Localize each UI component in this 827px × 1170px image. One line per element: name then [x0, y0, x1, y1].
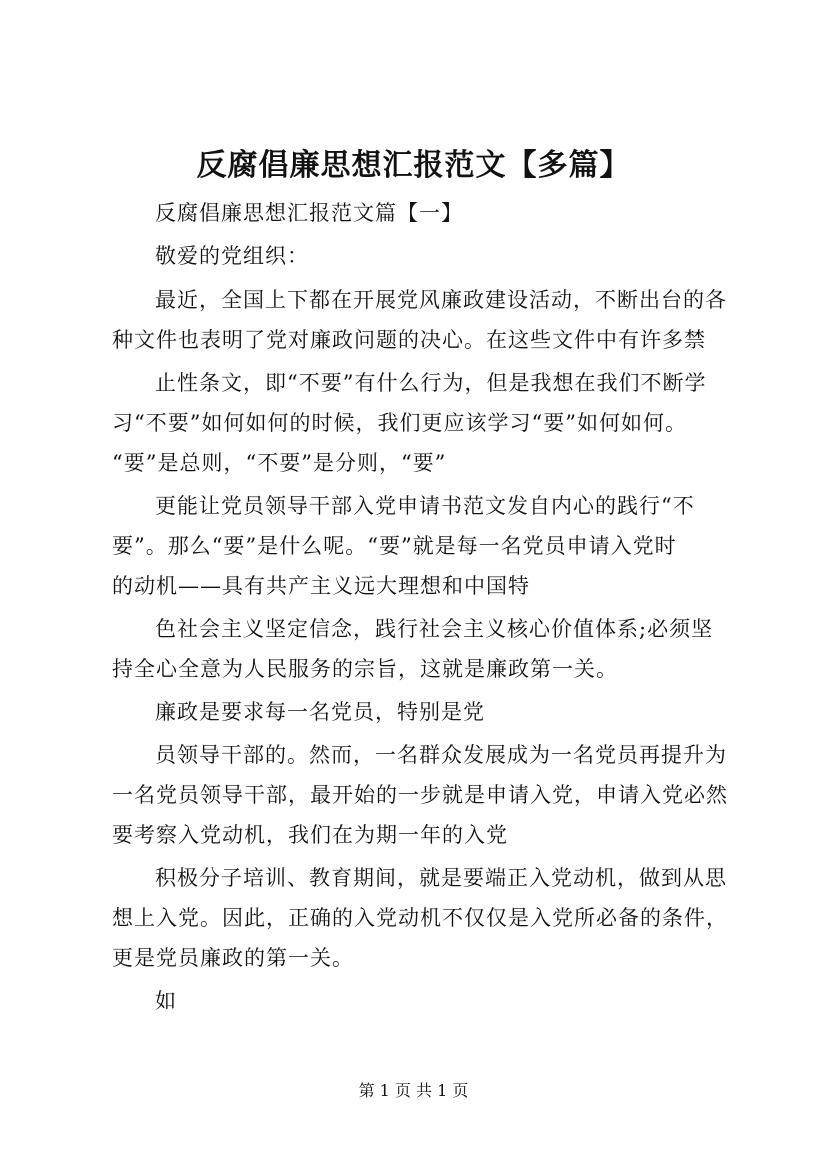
paragraph-line: 更是党员廉政的第一关。 [112, 946, 354, 970]
paragraph-line: 要考察入党动机，我们在为期一年的入党 [112, 823, 508, 847]
paragraph-line: 持全心全意为人民服务的宗旨，这就是廉政第一关。 [112, 657, 618, 681]
paragraph-line: 最近，全国上下都在开展党风廉政建设活动，不断出台的各 [155, 288, 727, 312]
paragraph-line: 要”。那么“要”是什么呢。“要”就是每一名党员申请入党时 [112, 534, 677, 558]
paragraph-line: 员领导干部的。然而，一名群众发展成为一名党员再提升为 [155, 743, 727, 767]
section-heading: 反腐倡廉思想汇报范文篇【一】 [155, 201, 463, 225]
paragraph-line: 更能让党员领导干部入党申请书范文发自内心的践行“不 [155, 494, 695, 518]
page-footer: 第 1 页 共 1 页 [358, 1081, 469, 1100]
paragraph-line: 如 [155, 989, 177, 1013]
paragraph-line: “要”是总则，“不要”是分则，“要” [112, 451, 447, 475]
paragraph-line: 积极分子培训、教育期间，就是要端正入党动机，做到从思 [155, 866, 727, 890]
paragraph-line: 种文件也表明了党对廉政问题的决心。在这些文件中有许多禁 [112, 328, 706, 352]
paragraph-line: 想上入党。因此，正确的入党动机不仅仅是入党所必备的条件， [112, 906, 728, 930]
document-title: 反腐倡廉思想汇报范文【多篇】 [196, 148, 631, 183]
paragraph-line: 习“不要”如何如何的时候，我们更应该学习“要”如何如何。 [112, 411, 687, 435]
paragraph-line: 廉政是要求每一名党员，特别是党 [155, 700, 485, 724]
paragraph-line: 色社会主义坚定信念，践行社会主义核心价值体系;必须坚 [155, 617, 714, 641]
salutation: 敬爱的党组织： [155, 244, 309, 268]
paragraph-line: 的动机——具有共产主义远大理想和中国特 [112, 574, 530, 598]
paragraph-line: 止性条文，即“不要”有什么行为，但是我想在我们不断学 [155, 371, 707, 395]
paragraph-line: 一名党员领导干部，最开始的一步就是申请入党，申请入党必然 [112, 783, 728, 807]
